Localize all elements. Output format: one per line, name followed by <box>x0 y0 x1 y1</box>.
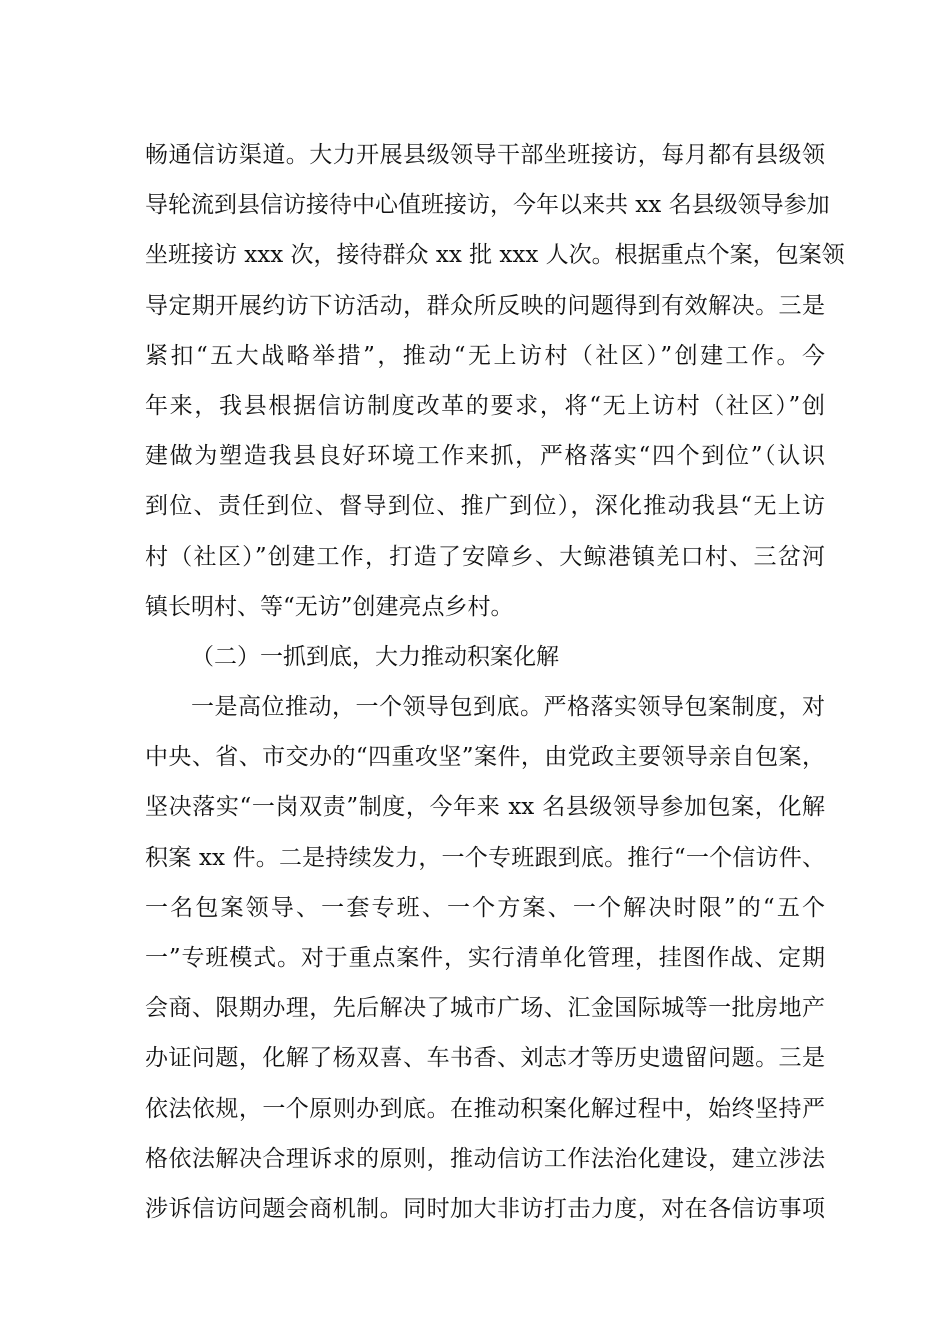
paragraph-line: 畅通信访渠道。大力开展县级领导干部坐班接访，每月都有县级领 <box>145 142 825 168</box>
paragraph-line: 会商、限期办理，先后解决了城市广场、汇金国际城等一批房地产 <box>145 995 825 1022</box>
paragraph-line: 依法依规，一个原则办到底。在推动积案化解过程中，始终坚持严 <box>145 1095 825 1122</box>
paragraph-line: 村（社区）”创建工作，打造了安障乡、大鲸港镇羌口村、三岔河 <box>145 543 825 570</box>
paragraph-line: 一是高位推动，一个领导包到底。严格落实领导包案制度，对 <box>191 694 825 721</box>
paragraph-line: 一名包案领导、一套专班、一个方案、一个解决时限”的“五个 <box>145 894 825 921</box>
paragraph-line: 年来，我县根据信访制度改革的要求，将“无上访村（社区）”创 <box>145 392 825 419</box>
paragraph-line: 一”专班模式。对于重点案件，实行清单化管理，挂图作战、定期 <box>145 945 825 971</box>
paragraph-line: 建做为塑造我县良好环境工作来抓，严格落实“四个到位”（认识 <box>145 443 825 470</box>
paragraph-line: 导定期开展约访下访活动，群众所反映的问题得到有效解决。三是 <box>145 292 825 319</box>
paragraph-line: 办证问题，化解了杨双喜、车书香、刘志才等历史遗留问题。三是 <box>145 1045 825 1072</box>
paragraph-line: 中央、省、市交办的“四重攻坚”案件，由党政主要领导亲自包案， <box>145 744 825 771</box>
document-body <box>145 130 845 1234</box>
paragraph-line: 镇长明村、等“无访”创建亮点乡村。 <box>145 593 514 620</box>
paragraph-line: 积案 xx 件。二是持续发力，一个专班跟到底。推行“一个信访件、 <box>145 844 825 871</box>
section-heading: （二）一抓到底，大力推动积案化解 <box>191 643 559 670</box>
paragraph-line: 坚决落实“一岗双责”制度，今年来 xx 名县级领导参加包案，化解 <box>145 794 825 821</box>
paragraph-line: 涉诉信访问题会商机制。同时加大非访打击力度，对在各信访事项 <box>145 1195 825 1222</box>
paragraph-line: 导轮流到县信访接待中心值班接访，今年以来共 xx 名县级领导参加 <box>145 192 830 219</box>
paragraph-line: 坐班接访 xxx 次，接待群众 xx 批 xxx 人次。根据重点个案，包案领 <box>145 242 845 269</box>
paragraph-line: 到位、责任到位、督导到位、推广到位），深化推动我县“无上访 <box>145 493 825 520</box>
paragraph-2 <box>145 682 825 1234</box>
paragraph-line: 格依法解决合理诉求的原则，推动信访工作法治化建设，建立涉法 <box>145 1145 825 1172</box>
paragraph-line: 紧扣“五大战略举措”，推动“无上访村（社区）”创建工作。今 <box>145 342 825 369</box>
paragraph-1 <box>145 130 845 632</box>
